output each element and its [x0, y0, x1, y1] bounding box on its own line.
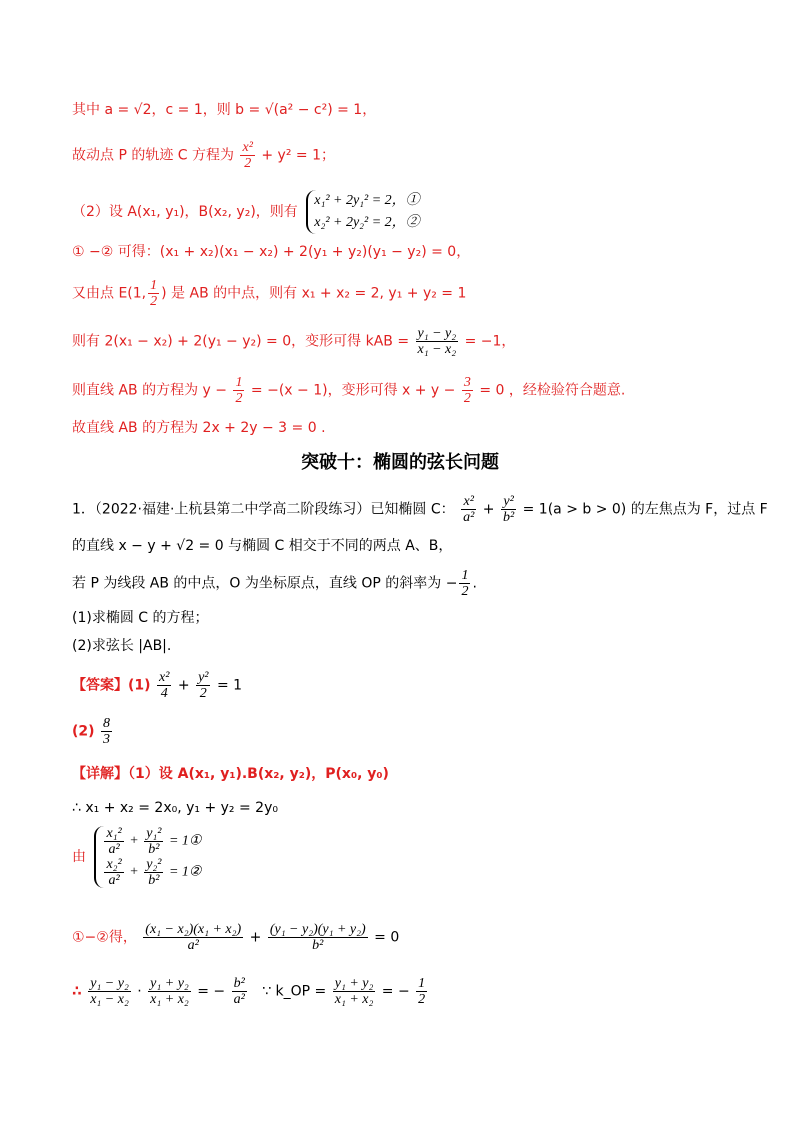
text: 故直线 AB 的方程为 2x + 2y − 3 = 0 . — [72, 420, 326, 436]
detail-line-2 — [72, 798, 740, 818]
question-2 — [72, 636, 740, 656]
text: 故动点 P 的轨迹 C 方程为 — [72, 147, 235, 164]
fraction-x2-a2: $\frac{\text{x²}}{\text{a²}}$ — [463, 494, 475, 525]
detail-label: 【详解】（1）设 A(x₁, y₁).B(x₂, y₂)，P(x₀, y₀) — [72, 766, 389, 782]
solution-line-3 — [72, 190, 740, 234]
text: 1．（2022·福建·上杭县第二中学高二阶段练习）已知椭圆 C： — [72, 501, 455, 518]
equation-1: $\frac{\text{x₁²}}{\text{a²}}$ + $\frac{\text{y₁²}}{\text{b²}}$ = 1① — [106, 826, 202, 857]
text: 若 P 为线段 AB 的中点，O 为坐标原点，直线 OP 的斜率为 − — [72, 575, 458, 592]
fraction-neg-half: $\frac{1}{2}$ — [461, 568, 469, 599]
solution-line-2 — [72, 140, 740, 171]
text: (1)求椭圆 C 的方程； — [72, 610, 209, 626]
fraction: $\frac{\text{(x₁ − x₂)(x₁ + x₂)}}{\text{a²}}$ — [145, 922, 242, 953]
text: = 1(a > b > 0) 的左焦点为 F，过点 F — [522, 501, 768, 518]
section-heading: 突破十：椭圆的弦长问题 — [301, 452, 499, 473]
text: （2）设 A(x₁, y₁)，B(x₂, y₂)，则有 — [72, 204, 298, 220]
fraction: $\frac{\text{y₁²}}{\text{b²}}$ — [146, 826, 162, 857]
text: ①−②得， — [72, 929, 137, 946]
text: 又由点 E(1, — [72, 285, 147, 302]
text: . — [472, 575, 477, 592]
fraction: $\frac{\text{y₁ − y₂}}{\text{x₁ − x₂}}$ — [90, 976, 129, 1007]
fraction: $\frac{1}{2}$ — [418, 976, 426, 1007]
solution-line-8 — [72, 418, 740, 438]
fraction: $\frac{\text{y₂²}}{\text{b²}}$ — [146, 857, 162, 888]
detail-line-5: ∴ $\frac{\text{y₁ − y₂}}{\text{x₁ − x₂}}$ · $\frac{\text{y₁ + y₂}}{\text{x₁ + x₂}}$ = − $\frac{\text{b²}}{\text{a²}}$ ∵ k_OP = $\frac{\text{y₁ + y₂}}{\text{x₁ + x₂}}$ = − $\frac{1}{2}$ — [72, 976, 426, 1007]
solution-line-5 — [72, 278, 740, 309]
text: 由 — [72, 849, 86, 865]
fraction-eight-third: $\frac{8}{3}$ — [103, 716, 110, 747]
text: ∴ x₁ + x₂ = 2x₀, y₁ + y₂ = 2y₀ — [72, 800, 278, 816]
fraction-one-half-2: $\frac{1}{2}$ — [235, 375, 243, 406]
solution-line-4 — [72, 242, 740, 262]
equation-1: x₁² + 2y₁² = 2，① — [314, 193, 420, 208]
fraction-y2-2: $\frac{\text{y²}}{2}$ — [198, 670, 209, 701]
text: = −(x − 1)，变形可得 x + y − — [250, 382, 456, 399]
answer-2-label: (2) — [72, 723, 95, 740]
equation-2: $\frac{\text{x₂²}}{\text{a²}}$ + $\frac{\text{y₂²}}{\text{b²}}$ = 1② — [106, 857, 202, 888]
solution-line-6 — [72, 326, 740, 357]
text: 其中 a = √2，c = 1，则 b = √(a² − c²) = 1， — [72, 102, 377, 118]
text: ① −② 可得：(x₁ + x₂)(x₁ − x₂) + 2(y₁ + y₂)(y₁ − y₂) = 0， — [72, 244, 471, 260]
fraction-one-half: $\frac{1}{2}$ — [150, 278, 158, 309]
text: (2)求弦长 |AB|. — [72, 638, 172, 654]
detail-line-4: ①−②得， $\frac{\text{(x₁ − x₂)(x₁ + x₂)}}{\text{a²}}$ + $\frac{\text{(y₁ − y₂)(y₁ + y₂)}}{\text{b²}}$ = 0 — [72, 922, 400, 953]
solution-line-1 — [72, 100, 740, 120]
text: 则有 2(x₁ − x₂) + 2(y₁ − y₂) = 0，变形可得 kAB = — [72, 333, 410, 350]
problem-line-3 — [72, 568, 740, 599]
fraction-y2-b2: $\frac{\text{y²}}{\text{b²}}$ — [502, 494, 515, 525]
fraction-x2-4: $\frac{\text{x²}}{4}$ — [159, 670, 170, 701]
text: 的直线 x − y + √2 = 0 与椭圆 C 相交于不同的两点 A、B， — [72, 538, 453, 554]
text: 则直线 AB 的方程为 y − — [72, 382, 227, 399]
fraction: $\frac{\text{(y₁ − y₂)(y₁ + y₂)}}{\text{b²}}$ — [269, 922, 366, 953]
fraction-x2-over-2: $\frac{\text{x²}}{2}$ — [242, 140, 253, 171]
equation-2: x₂² + 2y₂² = 2，② — [314, 215, 420, 230]
fraction: $\frac{\text{y₁ + y₂}}{\text{x₁ + x₂}}$ — [150, 976, 189, 1007]
fraction: $\frac{\text{b²}}{\text{a²}}$ — [233, 976, 245, 1007]
equation-system-1 — [306, 190, 419, 234]
answer-label: 【答案】(1) — [72, 677, 151, 694]
text: ) 是 AB 的中点，则有 x₁ + x₂ = 2, y₁ + y₂ = 1 — [161, 285, 467, 302]
equation-system-2 — [94, 826, 201, 888]
problem-line-1 — [72, 494, 768, 525]
fraction: $\frac{\text{y₁ + y₂}}{\text{x₁ + x₂}}$ — [334, 976, 374, 1007]
fraction: $\frac{\text{x₁²}}{\text{a²}}$ — [106, 826, 122, 857]
detail-line-1 — [72, 764, 740, 784]
text: + — [482, 501, 495, 518]
fraction-three-half: $\frac{3}{2}$ — [463, 375, 471, 406]
question-1 — [72, 608, 740, 628]
detail-line-3 — [72, 826, 740, 888]
problem-line-2 — [72, 536, 740, 556]
text: = 0 ，经检验符合题意. — [479, 382, 626, 399]
text: + — [177, 677, 190, 694]
answer-line-2 — [72, 716, 740, 747]
text: = 1 — [216, 677, 243, 694]
fraction: $\frac{\text{x₂²}}{\text{a²}}$ — [106, 857, 122, 888]
therefore-symbol: ∴ — [72, 983, 82, 1000]
text: + y² = 1； — [261, 147, 335, 164]
text: = −1， — [464, 333, 516, 350]
solution-line-7 — [72, 375, 740, 406]
answer-line-1 — [72, 670, 740, 701]
fraction-kab: $\frac{\text{y₁ − y₂}}{\text{x₁ − x₂}}$ — [417, 326, 457, 357]
